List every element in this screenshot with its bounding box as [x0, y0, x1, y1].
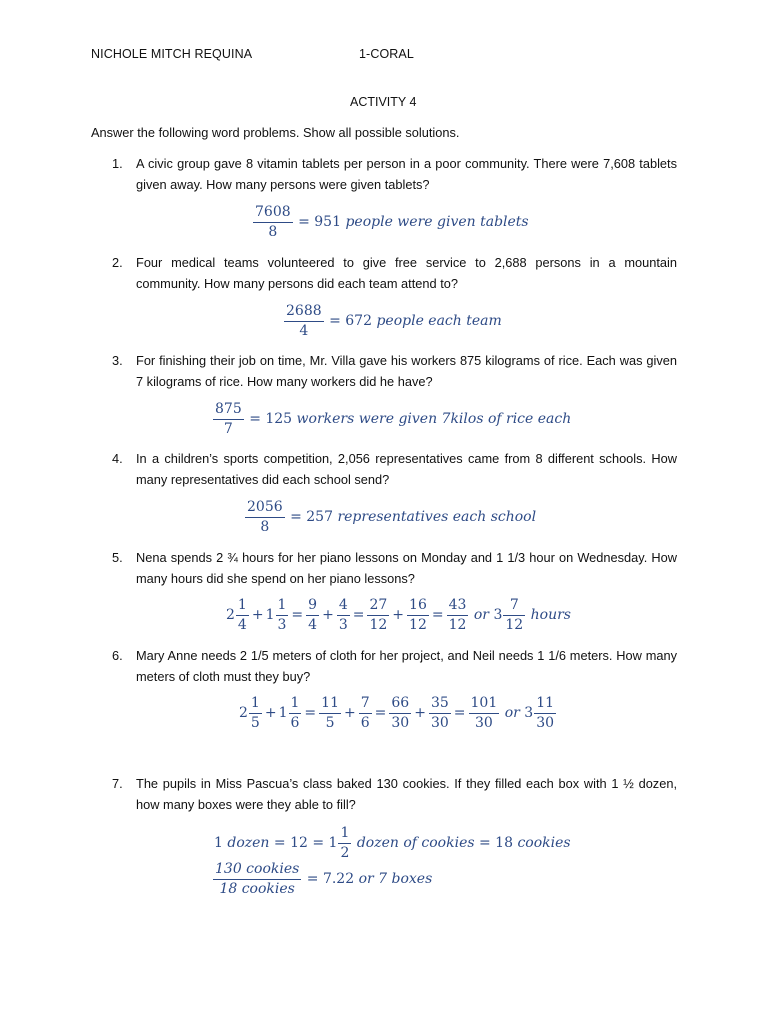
fraction-denominator: 5 [250, 714, 260, 731]
problem-7-solution-line-2 [212, 862, 432, 896]
fraction-denominator: 4 [237, 616, 247, 633]
fraction-denominator: 18 cookies [219, 880, 295, 897]
fraction-denominator: 8 [268, 223, 278, 240]
result-words: people each team [376, 313, 502, 330]
whole-number: 2 [239, 705, 248, 722]
fraction-denominator: 8 [260, 518, 270, 535]
fraction-numerator: 11 [319, 696, 341, 714]
section-label: 1-CORAL [359, 47, 414, 61]
problem-1-number: 1. [112, 156, 123, 171]
fraction-denominator: 30 [391, 714, 410, 731]
fraction-denominator: 3 [338, 616, 348, 633]
activity-title: ACTIVITY 4 [350, 95, 417, 109]
fraction-denominator: 3 [277, 616, 287, 633]
student-name: NICHOLE MITCH REQUINA [91, 47, 253, 61]
whole-number: 3 [524, 705, 534, 722]
fraction-numerator: 2688 [284, 304, 324, 322]
fraction-denominator: 30 [474, 714, 493, 731]
fraction-numerator: 2056 [245, 500, 285, 518]
fraction-denominator: 12 [369, 616, 388, 633]
fraction-numerator: 43 [447, 598, 469, 616]
fraction-numerator: 27 [367, 598, 389, 616]
whole-number: 3 [493, 607, 503, 624]
fraction-numerator: 9 [306, 598, 319, 616]
fraction-numerator: 1 [249, 696, 262, 714]
problem-4-text: In a children’s sports competition, 2,056 representatives came from 8 different schools. How many representatives did each school send? [136, 451, 677, 487]
problem-5-text: Nena spends 2 ¾ hours for her piano lessons on Monday and 1 1/3 hour on Wednesday. How many hours did she spend on her piano lessons? [136, 550, 677, 586]
problem-3-text: For finishing their job on time, Mr. Villa gave his workers 875 kilograms of rice. Each was given 7 kilograms of rice. How many workers did he have? [136, 353, 677, 389]
result-value: = 951 [298, 214, 341, 231]
problem-7-solution-line-1 [214, 826, 571, 860]
fraction-denominator: 6 [360, 714, 370, 731]
fraction-numerator: 66 [389, 696, 411, 714]
fraction-denominator: 2 [340, 844, 350, 861]
fraction-numerator: 875 [213, 402, 244, 420]
fraction-denominator: 4 [308, 616, 318, 633]
unit-words: dozen of cookies [356, 835, 475, 852]
fraction-denominator: 5 [325, 714, 335, 731]
or-word: or [473, 607, 489, 624]
fraction-numerator: 1 [236, 598, 249, 616]
fraction-denominator: 30 [536, 714, 555, 731]
equation-part: = 12 = 1 [273, 835, 338, 852]
fraction-denominator: 12 [448, 616, 467, 633]
problem-5-number: 5. [112, 550, 123, 565]
instructions: Answer the following word problems. Show all possible solutions. [91, 125, 460, 140]
problem-4-number: 4. [112, 451, 123, 466]
problem-5-solution: 2 $\frac{1}{4}$ + 1 $\frac{1}{3}$ = $\frac{9}{4}$ + $\frac{4}{3}$ = $\frac{27}{12}$ + $\frac{16}{12}$ = $\frac{43}{12}$ or 3 $\frac{7}{12}$ hours [226, 597, 571, 633]
result-words: people were given tablets [345, 214, 529, 231]
problem-3-number: 3. [112, 353, 123, 368]
fraction-numerator: 7608 [253, 205, 293, 223]
fraction-numerator: 1 [276, 598, 289, 616]
whole-number: 1 [278, 705, 288, 722]
or-word: or [504, 705, 520, 722]
fraction-numerator: 4 [337, 598, 350, 616]
equation-part: = 18 [479, 835, 513, 852]
whole-number: 2 [226, 607, 235, 624]
problem-7-text: The pupils in Miss Pascua’s class baked 130 cookies. If they filled each box with 1 ½ dozen, how many boxes were they able to fill? [136, 776, 677, 812]
result-words: representatives each school [337, 509, 537, 526]
problem-2-number: 2. [112, 255, 123, 270]
problem-1-solution [252, 205, 529, 239]
problem-4-solution [244, 500, 536, 534]
whole-number: 1 [265, 607, 275, 624]
problem-6-number: 6. [112, 648, 123, 663]
problem-6-solution: 2 $\frac{1}{5}$ + 1 $\frac{1}{6}$ = $\frac{11}{5}$ + $\frac{7}{6}$ = $\frac{66}{30}$ + $\frac{35}{30}$ = $\frac{101}{30}$ or 3 $\frac{11}{30}$ [239, 695, 555, 731]
result-words: workers were given 7kilos of rice each [296, 411, 572, 428]
fraction-numerator: 16 [407, 598, 429, 616]
unit-word: cookies [517, 835, 571, 852]
result-value: = 7.22 [306, 871, 355, 888]
result-value: = 125 [249, 411, 293, 428]
fraction-denominator: 12 [409, 616, 427, 633]
fraction-numerator: 101 [469, 696, 500, 714]
fraction-numerator: 7 [503, 598, 525, 616]
fraction-denominator: 12 [505, 616, 524, 633]
problem-3-solution [212, 402, 571, 436]
problem-1-text: A civic group gave 8 vitamin tablets per person in a poor community. There were 7,608 tablets given away. How many persons were given tablets? [136, 156, 677, 192]
problem-6-text: Mary Anne needs 2 1/5 meters of cloth for her project, and Neil needs 1 1/6 meters. How many meters of cloth must they buy? [136, 648, 677, 684]
fraction-denominator: 7 [223, 420, 233, 437]
fraction-numerator: 130 cookies [213, 862, 301, 880]
fraction-numerator: 35 [429, 696, 451, 714]
fraction-denominator: 6 [290, 714, 300, 731]
problem-7-number: 7. [112, 776, 123, 791]
fraction-numerator: 11 [534, 696, 556, 714]
fraction-numerator: 7 [359, 696, 372, 714]
quantity: 1 [214, 835, 223, 852]
fraction-numerator: 1 [289, 696, 302, 714]
unit-word: hours [530, 607, 571, 624]
result-value: = 672 [329, 313, 372, 330]
unit-word: dozen [227, 835, 270, 852]
problem-2-solution [283, 304, 502, 338]
fraction-numerator: 1 [338, 826, 351, 844]
result-words: or 7 boxes [358, 871, 433, 888]
problem-2-text: Four medical teams volunteered to give free service to 2,688 persons in a mountain community. How many persons did each team attend to? [136, 255, 677, 291]
result-value: = 257 [290, 509, 333, 526]
fraction-denominator: 4 [299, 322, 309, 339]
fraction-denominator: 30 [430, 714, 449, 731]
